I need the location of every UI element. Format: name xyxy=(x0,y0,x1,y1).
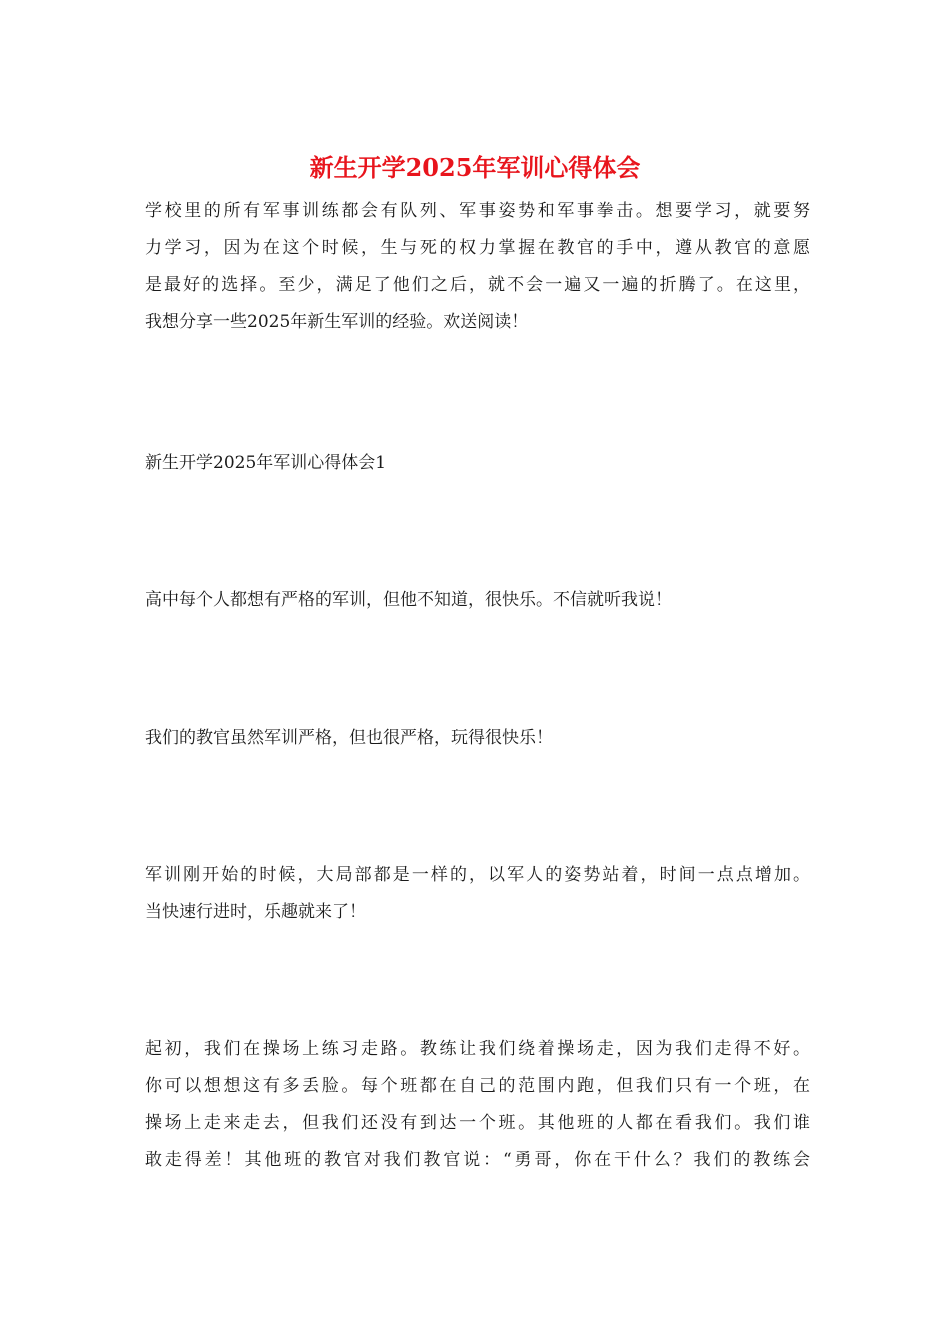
section-subheading xyxy=(145,445,810,482)
paragraph-line: 军训刚开始的时候，大局部都是一样的，以军人的姿势站着，时间一点点增加。 xyxy=(145,865,810,885)
intro-line: 学校里的所有军事训练都会有队列、军事姿势和军事拳击。想要学习，就要努 xyxy=(145,201,810,221)
intro-paragraph xyxy=(145,193,810,341)
paragraph-line: 你可以想想这有多丢脸。每个班都在自己的范围内跑，但我们只有一个班，在 xyxy=(145,1076,810,1096)
paragraph-line: 起初，我们在操场上练习走路。教练让我们绕着操场走，因为我们走得不好。 xyxy=(145,1039,810,1059)
intro-line: 力学习，因为在这个时候，生与死的权力掌握在教官的手中，遵从教官的意愿 xyxy=(145,238,810,258)
subheading-text: 新生开学2025年军训心得体会1 xyxy=(145,453,387,473)
paragraph-line: 敢走得差！其他班的教官对我们教官说：“勇哥，你在干什么？我们的教练会 xyxy=(145,1150,810,1170)
paragraph-line: 我们的教官虽然军训严格，但也很严格，玩得很快乐！ xyxy=(145,728,553,748)
intro-line: 是最好的选择。至少，满足了他们之后，就不会一遍又一遍的折腾了。在这里， xyxy=(145,275,810,295)
document-title: 新生开学2025年军训心得体会 xyxy=(309,153,641,182)
paragraph-line: 高中每个人都想有严格的军训，但他不知道，很快乐。不信就听我说！ xyxy=(145,590,672,610)
body-paragraph-2 xyxy=(145,720,810,757)
body-paragraph-4 xyxy=(145,1031,810,1179)
paragraph-line: 操场上走来走去，但我们还没有到达一个班。其他班的人都在看我们。我们谁 xyxy=(145,1113,810,1133)
body-paragraph-1 xyxy=(145,582,810,619)
body-paragraph-3 xyxy=(145,857,810,931)
intro-line: 我想分享一些2025年新生军训的经验。欢送阅读！ xyxy=(145,312,529,332)
paragraph-line: 当快速行进时，乐趣就来了！ xyxy=(145,902,366,922)
